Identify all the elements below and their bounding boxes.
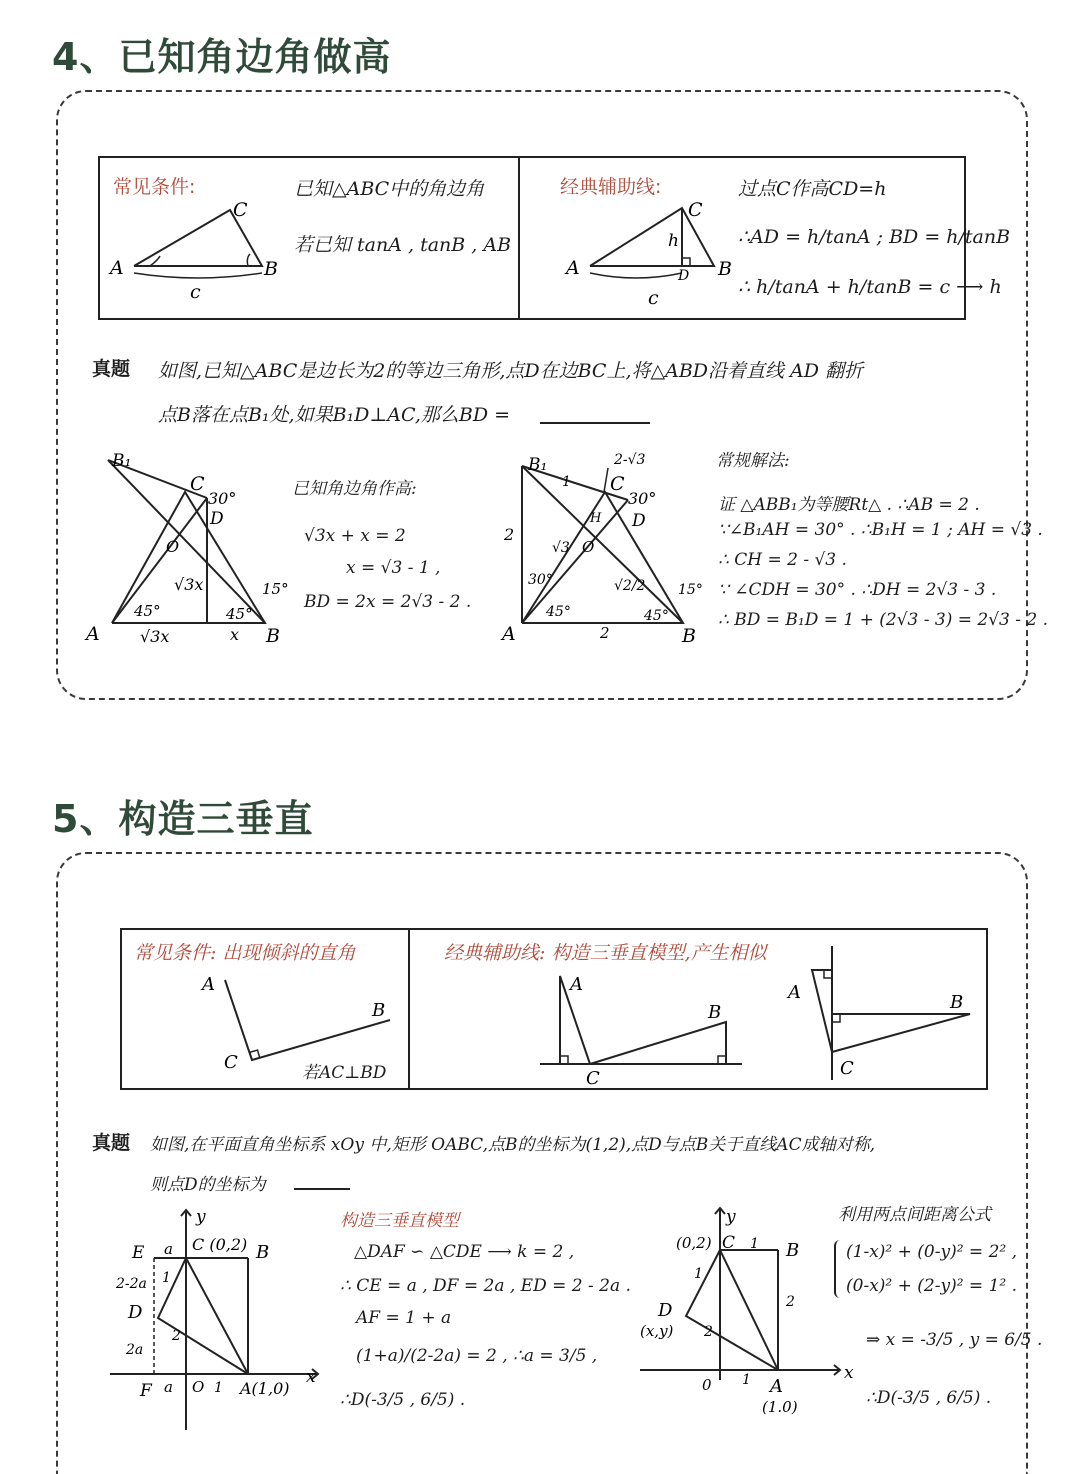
fig-label-one: 1: [162, 1270, 171, 1286]
fig-label-A10: A(1,0): [240, 1379, 290, 1398]
fig-label-deg30: 30°: [628, 489, 657, 508]
fig-label-x: x: [306, 1367, 316, 1387]
section5-problem-line1: 如图,在平面直角坐标系 xOy 中,矩形 OABC,点B的坐标为(1,2),点D与点B关于直线AC成轴对称,: [150, 1135, 875, 1155]
fig-label-A: A: [202, 974, 215, 995]
fig-label-D: D: [632, 511, 646, 531]
fig-label-C02: C (0,2): [192, 1235, 248, 1254]
section4-common-text1: 已知△ABC中的角边角: [294, 178, 485, 200]
section4-problem-label: 真题: [92, 358, 131, 380]
section5-method2-step2: (0-x)² + (2-y)² = 1² .: [846, 1276, 1018, 1296]
section4-title: 4、已知角边角做高: [52, 35, 392, 79]
fig-label-y: y: [726, 1207, 736, 1227]
fig-label-one: 1: [742, 1372, 751, 1388]
fig-label-deg45: 45°: [546, 604, 571, 620]
fig-label-A: A: [570, 974, 583, 995]
fig-label-two: 2: [704, 1324, 713, 1340]
fig-label-O: O: [192, 1378, 205, 1396]
fig-label-O: O: [166, 537, 180, 556]
fig-label-c02: (0,2): [676, 1234, 712, 1252]
section4-method2-step1: 证 △ABB₁为等腰Rt△ . ∴AB = 2 .: [718, 495, 980, 515]
fig-label-two-minus-2a: 2-2a: [116, 1276, 147, 1292]
fig-label-Dxy: (x,y): [640, 1322, 674, 1340]
section4-problem-line2: 点B落在点B₁处,如果B₁D⊥AC,那么BD =: [158, 404, 511, 426]
fig-label-A: A: [788, 982, 801, 1003]
fig-label-B: B: [708, 1002, 722, 1023]
section5-problem-label: 真题: [92, 1132, 131, 1154]
section5-title: 5、构造三垂直: [52, 797, 314, 841]
fig-label-C: C: [610, 473, 625, 495]
fig-label-B: B: [256, 1242, 270, 1263]
fig-label-two-minus-sqrt3: 2-√3: [614, 452, 646, 468]
section4-method1-step3: BD = 2x = 2√3 - 2 .: [304, 592, 472, 612]
fig-label-F: F: [140, 1381, 152, 1401]
fig-label-B: B: [682, 625, 696, 647]
fig-label-A: A: [502, 623, 516, 645]
section4-method2-step2: ∵∠B₁AH = 30° . ∴B₁H = 1 ; AH = √3 .: [718, 520, 1043, 540]
fig-label-B: B: [718, 258, 732, 280]
section4-common-text2: 若已知 tanA , tanB , AB: [294, 234, 512, 256]
section5-common-note: 若AC⊥BD: [302, 1063, 387, 1083]
fig-label-C: C: [840, 1058, 854, 1079]
section5-system-brace: [834, 1240, 842, 1298]
fig-label-C: C: [190, 473, 205, 495]
section5-method2-step4: ∴D(-3/5 , 6/5) .: [866, 1388, 992, 1408]
fig-label-sqrt2-2: √2/2: [614, 578, 646, 594]
section4-aux-text: 过点C作高CD=h: [738, 178, 887, 200]
fig-label-sqrt3x: √3x: [174, 575, 204, 594]
section5-problem-line2: 则点D的坐标为: [150, 1175, 266, 1195]
fig-label-one: 1: [214, 1380, 223, 1396]
fig-label-D: D: [658, 1300, 673, 1321]
fig-label-c: c: [648, 287, 659, 309]
fig-label-two: 2: [172, 1328, 181, 1344]
fig-label-two: 2: [600, 624, 610, 642]
fig-label-c: c: [190, 281, 201, 303]
fig-label-two: 2: [504, 525, 515, 544]
fig-label-B: B: [950, 992, 964, 1013]
section4-method1-title: 已知角边角作高:: [292, 479, 417, 499]
section4-common-label: 常见条件:: [113, 176, 196, 198]
section4-method2-title: 常规解法:: [716, 451, 790, 471]
fig-label-deg45: 45°: [644, 608, 669, 624]
section5-method1-step5: ∴D(-3/5 , 6/5) .: [340, 1390, 466, 1410]
fig-label-deg45: 45°: [226, 605, 253, 623]
section4-method1-step1: √3x + x = 2: [304, 526, 406, 546]
section5-method1-step4: (1+a)/(2-2a) = 2 , ∴a = 3/5 ,: [356, 1346, 598, 1366]
fig-label-A: A: [110, 257, 124, 279]
section5-method1-step1: △DAF ∽ △CDE ⟶ k = 2 ,: [354, 1242, 575, 1262]
section4-aux-eq2: ∴ h/tanA + h/tanB = c ⟶ h: [738, 276, 1002, 298]
fig-label-deg30: 30°: [208, 489, 237, 508]
section5-method2-step3: ⇒ x = -3/5 , y = 6/5 .: [866, 1330, 1043, 1350]
fig-label-B1: B₁: [112, 451, 132, 471]
fig-label-sqrt3x: √3x: [140, 627, 170, 646]
section4-method2-step4: ∵ ∠CDH = 30° . ∴DH = 2√3 - 3 .: [718, 580, 997, 600]
fig-label-B: B: [786, 1240, 800, 1261]
fig-label-h: h: [668, 231, 679, 251]
fig-label-D: D: [678, 268, 690, 284]
fig-label-C: C: [722, 1233, 736, 1253]
fig-label-deg15: 15°: [678, 582, 703, 598]
fig-label-zero: 0: [702, 1376, 712, 1394]
section5-common-label: 常见条件: 出现倾斜的直角: [134, 942, 356, 964]
fig-label-sqrt3: √3: [552, 540, 570, 556]
section5-method1-step3: AF = 1 + a: [356, 1308, 452, 1328]
fig-label-B: B: [264, 258, 278, 280]
fig-label-a10: (1.0): [762, 1398, 798, 1416]
fig-label-O: O: [582, 538, 595, 556]
fig-label-C: C: [688, 199, 703, 221]
fig-label-E: E: [132, 1243, 145, 1263]
fig-label-one: 1: [562, 474, 571, 490]
section4-method1-step2: x = √3 - 1 ,: [346, 558, 441, 578]
fig-label-D: D: [128, 1302, 143, 1323]
fig-label-twoa: 2a: [126, 1342, 144, 1358]
fig-label-C: C: [233, 199, 248, 221]
section5-method1-title: 构造三垂直模型: [340, 1211, 459, 1231]
fig-label-deg45: 45°: [134, 602, 161, 620]
section5-method2-title: 利用两点间距离公式: [838, 1205, 991, 1225]
fig-label-B: B: [372, 1000, 386, 1021]
fig-label-one: 1: [750, 1236, 759, 1252]
fig-label-deg30: 30°: [528, 572, 553, 588]
section4-method2-step3: ∴ CH = 2 - √3 .: [718, 550, 847, 570]
fig-label-H: H: [590, 511, 602, 526]
fig-label-a: a: [164, 1240, 173, 1258]
section5-aux-label: 经典辅助线: 构造三垂直模型,产生相似: [444, 942, 767, 964]
fig-label-B: B: [266, 625, 280, 647]
section5-method2-step1: (1-x)² + (0-y)² = 2² ,: [846, 1242, 1018, 1262]
fig-label-A: A: [770, 1376, 783, 1397]
fig-label-A: A: [86, 623, 100, 645]
fig-label-y: y: [196, 1207, 206, 1227]
fig-label-deg15: 15°: [262, 580, 289, 598]
fig-label-C: C: [586, 1068, 600, 1089]
fig-label-C: C: [224, 1052, 238, 1073]
fig-label-A: A: [566, 257, 580, 279]
section4-method2-step5: ∴ BD = B₁D = 1 + (2√3 - 3) = 2√3 - 2 .: [718, 610, 1049, 630]
section4-problem-line1: 如图,已知△ABC是边长为2的等边三角形,点D在边BC上,将△ABD沿着直线 AD 翻折: [158, 360, 864, 382]
fig-label-D: D: [210, 509, 224, 529]
fig-label-one: 1: [694, 1266, 703, 1282]
fig-label-B1: B₁: [528, 455, 548, 475]
fig-label-x: x: [230, 625, 240, 644]
fig-label-two: 2: [786, 1294, 795, 1310]
fig-label-a: a: [164, 1378, 173, 1396]
fig-label-x: x: [844, 1363, 854, 1383]
section4-aux-eq1: ∴AD = h/tanA ; BD = h/tanB: [738, 226, 1011, 248]
section5-method1-step2: ∴ CE = a , DF = 2a , ED = 2 - 2a .: [340, 1276, 631, 1296]
section4-aux-label: 经典辅助线:: [560, 176, 662, 198]
